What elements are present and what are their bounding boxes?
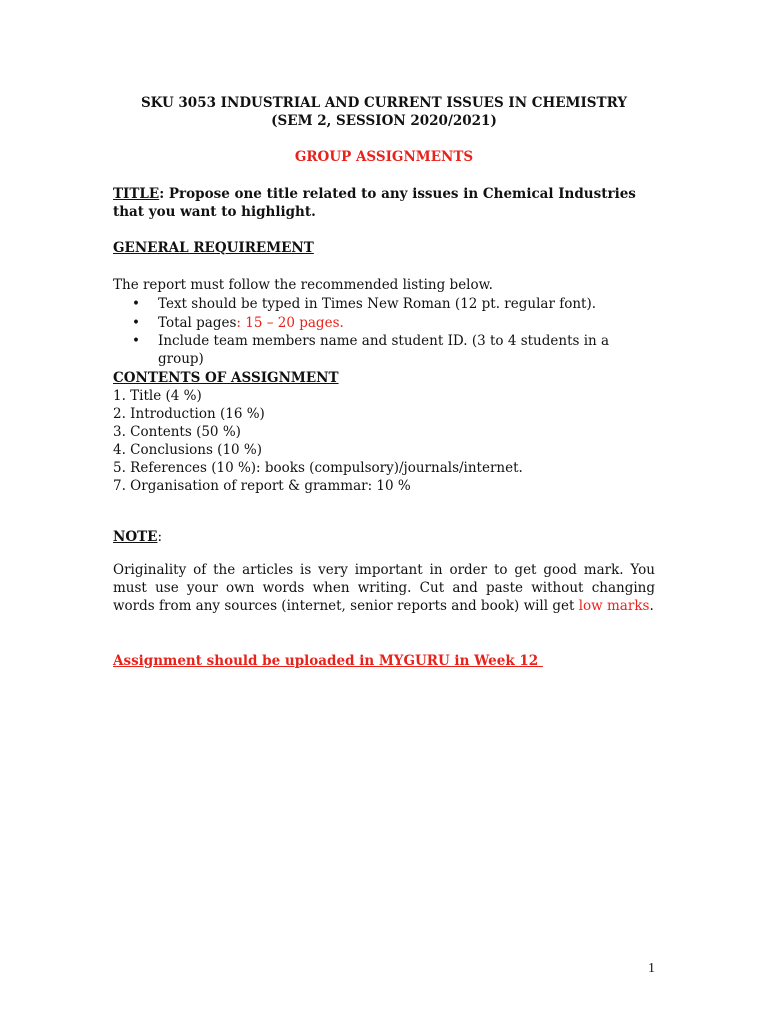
list-item: 2. Introduction (16 %) <box>113 406 265 422</box>
list-item: 7. Organisation of report & grammar: 10 % <box>113 478 411 494</box>
list-item: 5. References (10 %): books (compulsory)/journals/internet. <box>113 460 523 476</box>
note-body-text: Originality of the articles is very important in order to get good mark. You must use your own words when writing. Cut and paste without changing words from any sources (internet, senior reports and book) will get <box>113 562 655 614</box>
requirement-font-text: Text should be typed in Times New Roman (12 pt. regular font). <box>158 296 596 312</box>
low-marks-highlight: low marks <box>578 598 650 614</box>
note-end: . <box>649 598 654 614</box>
requirement-font <box>113 295 655 314</box>
list-item: 3. Contents (50 %) <box>113 424 241 440</box>
title-instruction <box>113 185 655 221</box>
requirement-pages <box>113 314 655 333</box>
assignment-type-heading: GROUP ASSIGNMENTS <box>294 149 474 165</box>
pages-value: : 15 – 20 pages. <box>236 314 344 331</box>
title-instruction-text: Propose one title related to any issues in Chemical Industries that you want to highlight. <box>113 186 636 220</box>
requirement-team-text: Include team members name and student ID. (3 to 4 students in a group) <box>158 333 610 367</box>
general-requirement-heading: GENERAL REQUIREMENT <box>113 240 314 256</box>
deadline-notice: Assignment should be uploaded in MYGURU in Week 12 <box>113 653 543 669</box>
document-header <box>0 94 768 130</box>
list-item: 4. Conclusions (10 %) <box>113 442 263 458</box>
note-paragraph <box>113 561 655 615</box>
note-heading <box>113 528 655 546</box>
contents-heading: CONTENTS OF ASSIGNMENT <box>113 370 339 386</box>
title-label: TITLE <box>113 186 160 202</box>
contents-list <box>113 387 655 495</box>
requirement-team <box>113 332 655 367</box>
note-colon: : <box>157 529 162 545</box>
page-number: 1 <box>648 961 655 976</box>
pages-label: Total pages <box>158 314 237 331</box>
title-colon: : <box>159 186 165 202</box>
note-label: NOTE <box>113 529 158 545</box>
course-title: SKU 3053 INDUSTRIAL AND CURRENT ISSUES IN CHEMISTRY <box>140 95 628 111</box>
session-line: (SEM 2, SESSION 2020/2021) <box>271 113 497 129</box>
requirements-list <box>113 295 655 367</box>
general-requirement-intro: The report must follow the recommended listing below. <box>113 277 493 293</box>
list-item: 1. Title (4 %) <box>113 388 202 404</box>
